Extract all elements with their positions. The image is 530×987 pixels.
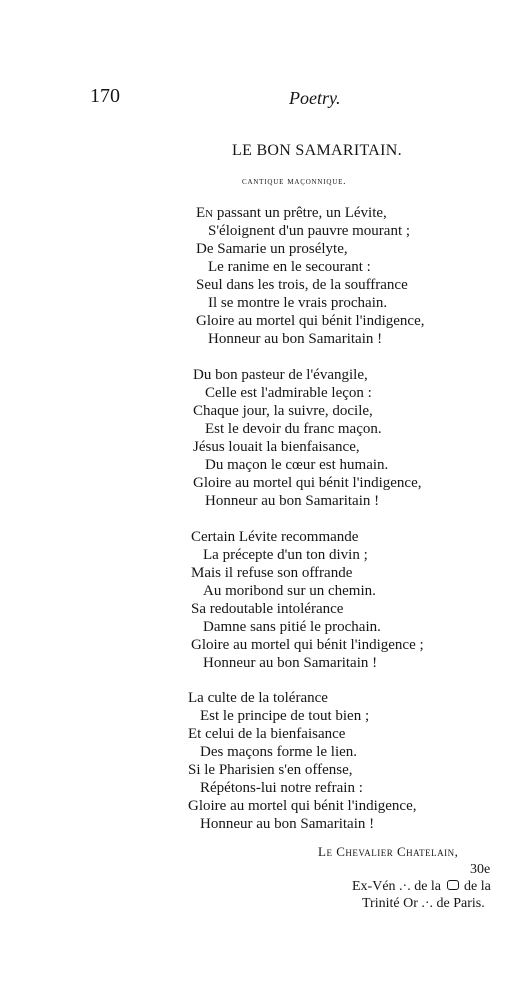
poem-line: Jésus louait la bienfaisance, (193, 439, 360, 455)
poem-subtitle: cantique maçonnique. (242, 177, 347, 187)
poem-line: Gloire au mortel qui bénit l'indigence, (193, 475, 422, 491)
stanza-4 (188, 689, 488, 833)
poem-line: Si le Pharisien s'en offense, (188, 762, 353, 778)
poem-line: Sa redoutable intolérance (191, 601, 344, 617)
poem-line: Du bon pasteur de l'évangile, (193, 367, 368, 383)
poem-line: Certain Lévite recommande (191, 529, 359, 545)
poem-line: Honneur au bon Samaritain ! (205, 493, 380, 509)
lodge-title-end: de la (464, 879, 491, 894)
poem-line: De Samarie un prosélyte, (196, 241, 348, 257)
poem-line (196, 204, 496, 222)
poem-line: Gloire au mortel qui bénit l'indigence, (188, 798, 417, 814)
poem-line: La précepte d'un ton divin ; (203, 547, 368, 563)
poem-line: Seul dans les trois, de la souffrance (196, 277, 408, 293)
poem-line: Et celui de la bienfaisance (188, 726, 346, 742)
poem-line: La culte de la tolérance (188, 690, 328, 706)
lodge-title-start: Ex-Vén .·. de la (352, 879, 442, 894)
poem-line: Au moribond sur un chemin. (203, 583, 376, 599)
poem-line-initial: En (196, 205, 214, 221)
poem-line: Le ranime en le secourant : (208, 259, 371, 275)
author-degree: 30e (470, 862, 491, 877)
stanza-3 (191, 528, 491, 672)
author-lodge-title (352, 879, 491, 895)
author-lodge-place: Trinité Or .·. de Paris. (362, 896, 485, 911)
poem-line: Mais il refuse son offrande (191, 565, 353, 581)
stanza-2 (193, 366, 493, 510)
poem-line: Gloire au mortel qui bénit l'indigence ; (191, 637, 424, 653)
poem-line: Damne sans pitié le prochain. (203, 619, 381, 635)
poem-line: Honneur au bon Samaritain ! (200, 816, 375, 832)
lodge-symbol-icon (447, 880, 459, 890)
poem-line: Est le principe de tout bien ; (200, 708, 370, 724)
poem-line: Gloire au mortel qui bénit l'indigence, (196, 313, 425, 329)
poem-line: S'éloignent d'un pauvre mourant ; (208, 223, 411, 239)
poem-line: Est le devoir du franc maçon. (205, 421, 382, 437)
poem-line: Du maçon le cœur est humain. (205, 457, 389, 473)
running-head: Poetry. (289, 88, 341, 108)
poem-line: Il se montre le vrais prochain. (208, 295, 388, 311)
poem-line: Honneur au bon Samaritain ! (208, 331, 383, 347)
poem-title: LE BON SAMARITAIN. (232, 142, 402, 159)
author-signature: Le Chevalier Chatelain, (318, 844, 459, 859)
page-number: 170 (90, 85, 120, 107)
poem-line: Honneur au bon Samaritain ! (203, 655, 378, 671)
poem-line-rest: passant un prêtre, un Lévite, (213, 205, 387, 221)
poem-line: Celle est l'admirable leçon : (205, 385, 372, 401)
stanza-1 (196, 204, 496, 348)
poem-line: Répétons-lui notre refrain : (200, 780, 363, 796)
poem-line: Des maçons forme le lien. (200, 744, 358, 760)
poem-line: Chaque jour, la suivre, docile, (193, 403, 373, 419)
